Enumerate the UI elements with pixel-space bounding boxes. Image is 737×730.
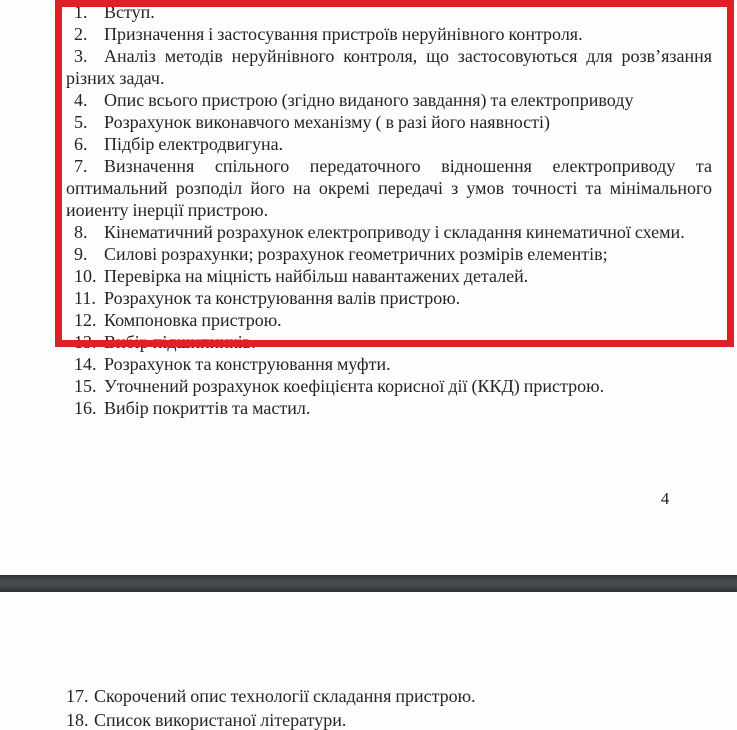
toc-item xyxy=(66,45,712,89)
toc-item xyxy=(66,287,712,309)
toc-item-text: Перевірка на міцність найбільш навантажених деталей. xyxy=(104,266,529,286)
toc-item-number: 6. xyxy=(74,134,88,154)
toc-item xyxy=(66,133,712,155)
page-break-bar xyxy=(0,575,737,592)
toc-item xyxy=(66,111,712,133)
toc-item-number: 5. xyxy=(74,112,88,132)
toc-item-text: Уточнений розрахунок коефіцієнта корисної дії (ККД) пристрою. xyxy=(104,376,605,396)
toc-item xyxy=(66,397,712,419)
toc-item-number: 7. xyxy=(74,156,88,176)
toc-item-number: 9. xyxy=(74,244,88,264)
toc-item-text: Аналіз методів неруйнівного контроля, що застосовуються для розв’язання різних задач. xyxy=(66,46,712,88)
toc-item xyxy=(66,684,712,708)
toc-item-number: 3. xyxy=(74,46,88,66)
toc-item xyxy=(66,155,712,221)
toc-item-text: Список використаної літератури. xyxy=(94,710,347,730)
toc-item-text: Силові розрахунки; розрахунок геометричних розмірів елементів; xyxy=(104,244,608,264)
toc-item-text: Вступ. xyxy=(104,2,155,22)
toc-item-number: 10. xyxy=(74,266,97,286)
toc-item xyxy=(66,89,712,111)
toc-list-next-page xyxy=(66,684,712,730)
toc-item-number: 17. xyxy=(66,686,89,706)
toc-item-text: Підбір електродвигуна. xyxy=(104,134,284,154)
toc-item-text: Розрахунок та конструювання муфти. xyxy=(104,354,391,374)
toc-item-text: Опис всього пристрою (згідно виданого завдання) та електроприводу xyxy=(104,90,634,110)
toc-list xyxy=(66,1,712,419)
toc-item-text: Компоновка пристрою. xyxy=(104,310,282,330)
toc-item-text: Призначення і застосування пристроїв неруйнівного контроля. xyxy=(104,24,583,44)
toc-item xyxy=(66,353,712,375)
toc-item-number: 11. xyxy=(74,288,96,308)
toc-item-number: 4. xyxy=(74,90,88,110)
toc-item xyxy=(66,375,712,397)
toc-item xyxy=(66,708,712,730)
toc-item xyxy=(66,23,712,45)
toc-item-number: 15. xyxy=(74,376,97,396)
toc-item-text: Вибір покриттів та мастил. xyxy=(104,398,311,418)
toc-item-text: Скорочений опис технології складання пристрою. xyxy=(94,686,476,706)
toc-item-number: 12. xyxy=(74,310,97,330)
toc-item xyxy=(66,309,712,331)
toc-item-number: 13. xyxy=(74,332,97,352)
toc-item-number: 8. xyxy=(74,222,88,242)
toc-item-text: Вибір підшипників. xyxy=(104,332,256,352)
toc-item xyxy=(66,331,712,353)
toc-item xyxy=(66,265,712,287)
toc-item-number: 2. xyxy=(74,24,88,44)
toc-item-text: Кінематичний розрахунок електроприводу і складання кинематичної схеми. xyxy=(104,222,685,242)
toc-item xyxy=(66,1,712,23)
page-number: 4 xyxy=(660,489,670,508)
toc-item-number: 14. xyxy=(74,354,97,374)
toc-item xyxy=(66,221,712,243)
toc-item-text: Розрахунок виконавчого механізму ( в разі його наявності) xyxy=(104,112,551,132)
toc-item-text: Розрахунок та конструювання валів пристрою. xyxy=(104,288,461,308)
toc-item-text: Визначення спільного передаточного відношення електроприводу та оптимальний розподіл його на окремі передачі з умов точності та мінімального иоиенту інерції пристрою. xyxy=(66,156,712,220)
toc-item xyxy=(66,243,712,265)
toc-item-number: 18. xyxy=(66,710,89,730)
toc-item-number: 16. xyxy=(74,398,97,418)
toc-item-number: 1. xyxy=(74,2,88,22)
